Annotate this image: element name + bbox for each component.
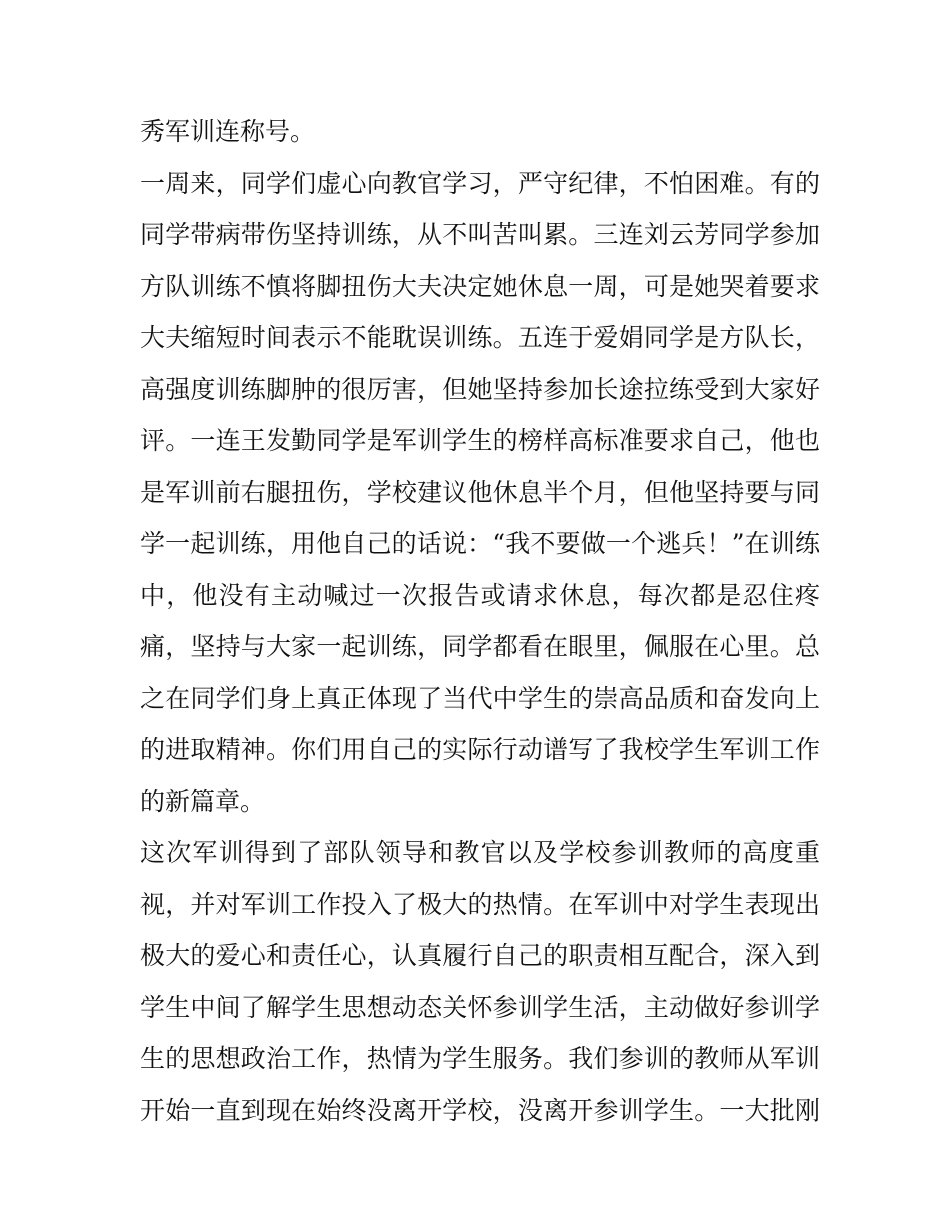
text-line: 生的思想政治工作，热情为学生服务。我们参训的教师从军训 xyxy=(140,1044,820,1073)
text-line: 开始一直到现在始终没离开学校，没离开参训学生。一大批刚 xyxy=(140,1095,820,1125)
text-line: 同学带病带伤坚持训练，从不叫苦叫累。三连刘云芳同学参加 xyxy=(140,220,820,249)
text-line: 痛，坚持与大家一起训练，同学都看在眼里，佩服在心里。总 xyxy=(140,632,820,661)
text-line: 极大的爱心和责任心，认真履行自己的职责相互配合，深入到 xyxy=(140,941,820,970)
text-line: 学一起训练，用他自己的话说：“我不要做一个逃兵！”在训练 xyxy=(140,529,820,558)
body-text xyxy=(140,106,820,1136)
text-line: 大夫缩短时间表示不能耽误训练。五连于爱娟同学是方队长， xyxy=(140,323,820,352)
text-line: 视，并对军训工作投入了极大的热情。在军训中对学生表现出 xyxy=(140,889,820,919)
text-line: 一周来，同学们虚心向教官学习，严守纪律，不怕困难。有的 xyxy=(140,168,820,198)
text-line: 的进取精神。你们用自己的实际行动谱写了我校学生军训工作 xyxy=(140,735,820,764)
text-line: 这次军训得到了部队领导和教官以及学校参训教师的高度重 xyxy=(140,838,820,867)
text-line: 学生中间了解学生思想动态关怀参训学生活，主动做好参训学 xyxy=(140,992,820,1022)
text-line: 是军训前右腿扭伤，学校建议他休息半个月，但他坚持要与同 xyxy=(140,477,820,507)
text-line: 之在同学们身上真正体现了当代中学生的崇高品质和奋发向上 xyxy=(140,683,820,713)
text-line: 秀军训连称号。 xyxy=(140,117,316,146)
text-line: 的新篇章。 xyxy=(140,786,266,816)
text-line: 评。一连王发勤同学是军训学生的榜样高标准要求自己，他也 xyxy=(140,426,820,455)
text-line: 方队训练不慎将脚扭伤大夫决定她休息一周，可是她哭着要求 xyxy=(140,271,820,301)
text-line: 高强度训练脚肿的很厉害，但她坚持参加长途拉练受到大家好 xyxy=(140,374,820,404)
text-line: 中，他没有主动喊过一次报告或请求休息，每次都是忍住疼 xyxy=(140,580,820,610)
